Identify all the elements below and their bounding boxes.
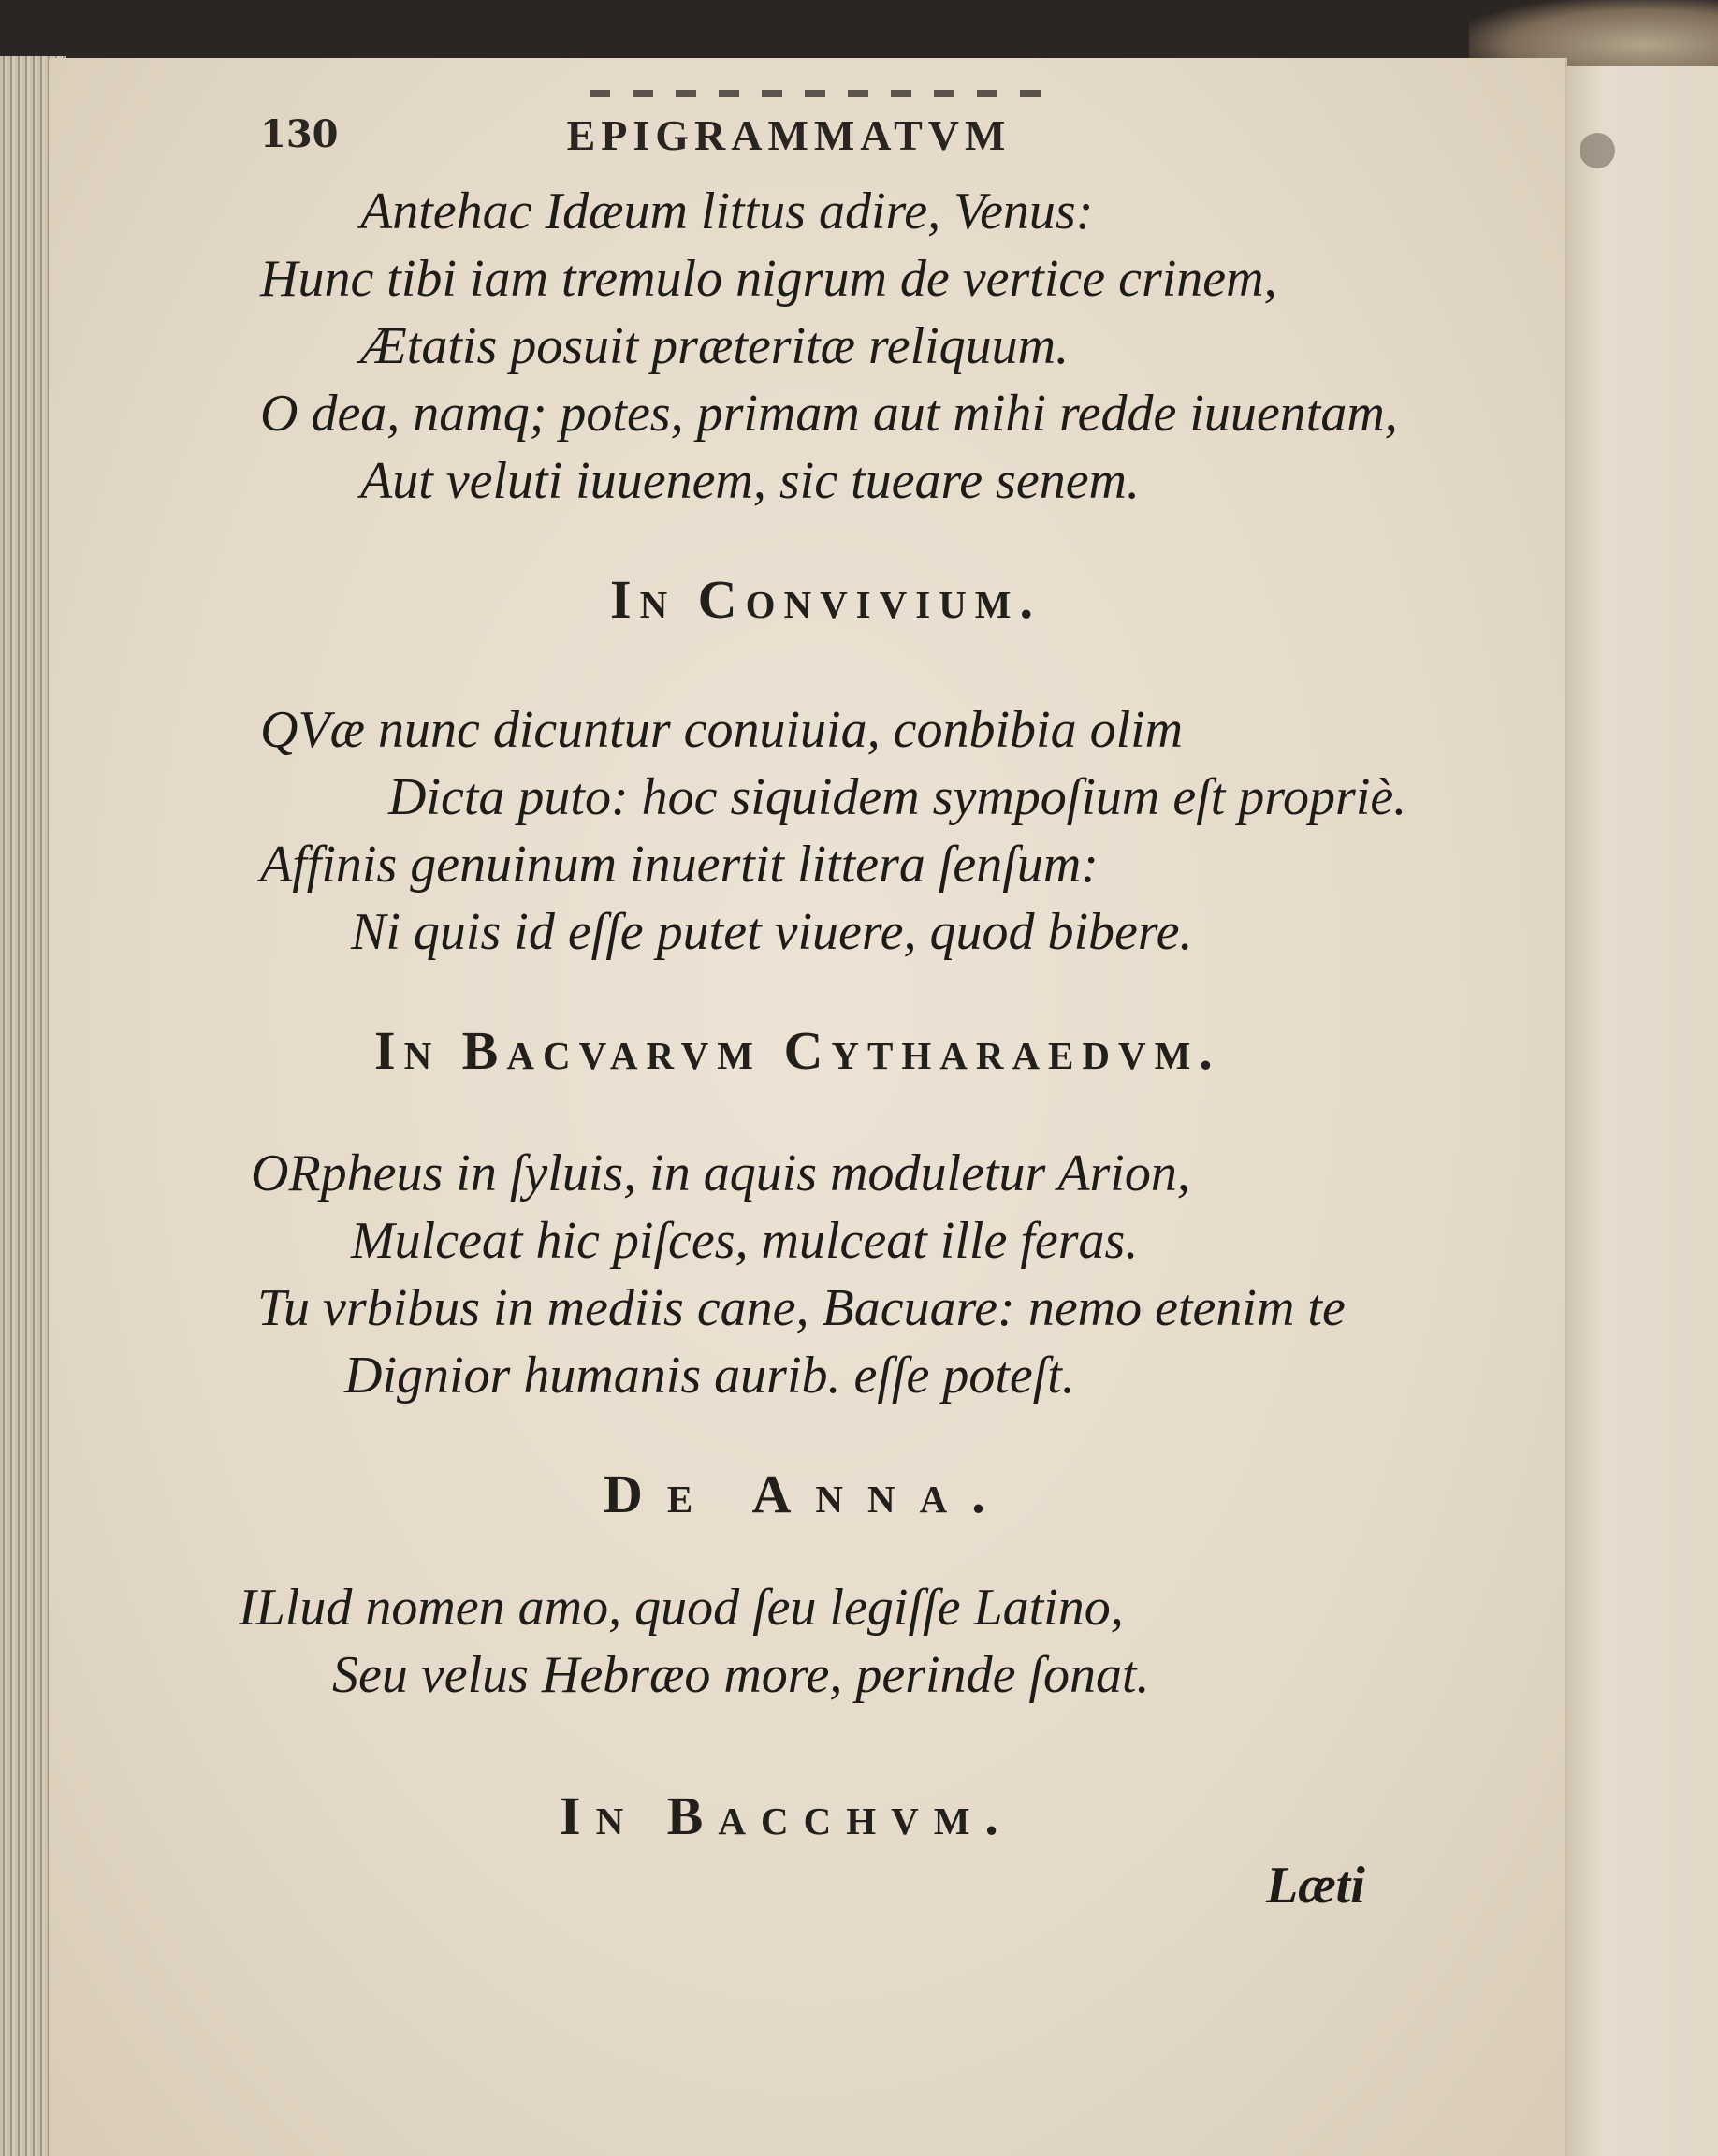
section-heading: In Bacvarvm Cytharaedvm. <box>374 1020 1221 1081</box>
verse-line: ILlud nomen amo, quod ſeu legiſſe Latino, <box>239 1579 1124 1637</box>
verse-line: Mulceat hic piſces, mulceat ille feras. <box>351 1212 1139 1270</box>
section-heading: In Bacchvm. <box>560 1785 1013 1846</box>
running-head: EPIGRAMMATVM <box>566 111 1012 159</box>
verse-line: Antehac Idæum littus adire, Venus: <box>360 182 1094 240</box>
catchword: Læti <box>1266 1857 1365 1915</box>
verse-line: Tu vrbibus in mediis cane, Bacuare: nemo etenim te <box>257 1279 1346 1337</box>
verse-line: Dicta puto: hoc siquidem sympoſium eſt propriè. <box>388 768 1407 826</box>
verse-line: O dea, namq; potes, primam aut mihi redde iuuentam, <box>260 385 1398 443</box>
verse-line: Hunc tibi iam tremulo nigrum de vertice crinem, <box>260 250 1277 308</box>
section-heading: In Convivium. <box>610 569 1042 630</box>
section-heading: De Anna. <box>604 1464 1010 1524</box>
verse-line: Aut veluti iuuenem, sic tueare senem. <box>360 452 1140 510</box>
verse-line: ORpheus in ſyluis, in aquis moduletur Arion, <box>251 1144 1190 1202</box>
verse-line: Dignior humanis aurib. eſſe poteſt. <box>344 1347 1075 1405</box>
verse-line: Ni quis id eſſe putet viuere, quod bibere. <box>351 903 1193 961</box>
facing-page <box>1565 66 1718 2156</box>
verse-line: Ætatis posuit præteritæ reliquum. <box>360 317 1070 375</box>
verse-line: QVæ nunc dicuntur conuiuia, conbibia olim <box>260 701 1184 759</box>
verse-line: Seu velus Hebræo more, perinde ſonat. <box>332 1646 1150 1704</box>
header-ornament <box>590 90 1057 97</box>
verse-line: Affinis genuinum inuertit littera ſenſum: <box>260 836 1099 894</box>
page-number: 130 <box>260 112 339 156</box>
